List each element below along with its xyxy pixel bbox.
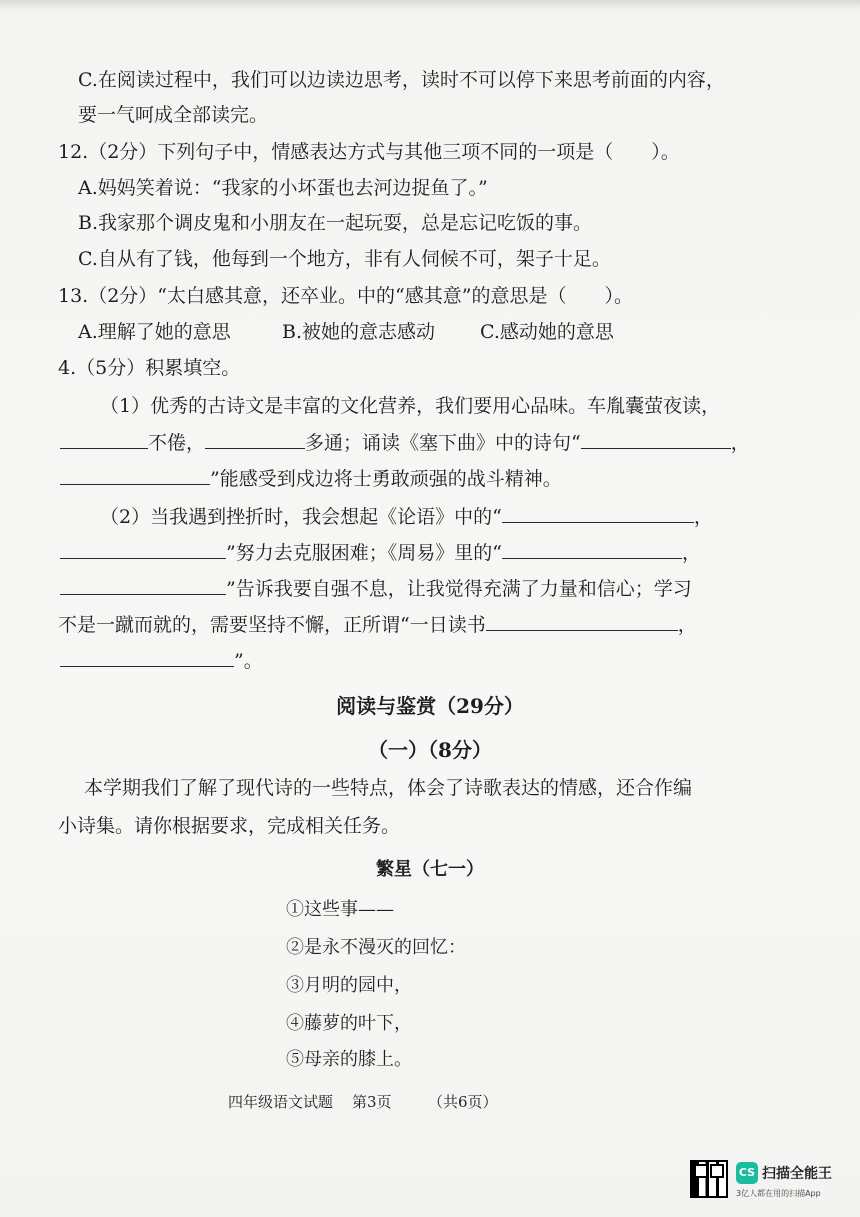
q14-part2-row4	[58, 612, 697, 637]
q14-text: ”告诉我要自强不息，让我觉得充满了力量和信心；学习	[226, 578, 692, 600]
section-subtitle: （一）（8分）	[368, 738, 492, 762]
footer-total: （共6页）	[428, 1093, 498, 1111]
q14-text: 不是一蹴而就的，需要坚持不懈，正所谓“一日读书	[58, 614, 486, 636]
q14-text: ”。	[234, 650, 263, 672]
answer-blank[interactable]	[486, 612, 678, 631]
answer-blank[interactable]	[60, 540, 226, 559]
question-14: 4.（5分）积累填空。	[58, 357, 241, 379]
answer-blank[interactable]	[205, 430, 305, 449]
poem-line-4: ④藤萝的叶下，	[286, 1013, 412, 1034]
question-12: 12.（2分）下列句子中，情感表达方式与其他三项不同的一项是（ ）。	[58, 141, 680, 163]
q13-option-b: B.被她的意志感动	[282, 321, 436, 343]
q14-text: ”能感受到戍边将士勇敢顽强的战斗精神。	[210, 468, 562, 490]
q13-option-c: C.感动她的意思	[480, 321, 614, 343]
answer-blank[interactable]	[502, 504, 694, 523]
q14-text: 不倦，	[148, 432, 206, 454]
section-intro-line2: 小诗集。请你根据要求，完成相关任务。	[58, 815, 401, 837]
q14-part1-row3	[60, 466, 562, 491]
answer-blank[interactable]	[60, 466, 210, 485]
q14-text: ”努力去克服困难；《周易》里的“	[226, 542, 502, 564]
q14-text: ，	[730, 432, 750, 454]
footer-page: 第3页	[352, 1093, 392, 1111]
scanner-watermark	[690, 1160, 850, 1210]
answer-blank[interactable]	[502, 540, 682, 559]
q14-part2-row1	[100, 504, 713, 529]
scan-edge	[0, 0, 860, 10]
q14-text: ，	[693, 506, 713, 528]
q14-part2-row3	[60, 576, 692, 601]
q14-part1-intro: （1）优秀的古诗文是丰富的文化营养，我们要用心品味。车胤囊萤夜读，	[100, 395, 721, 417]
answer-blank[interactable]	[60, 576, 226, 595]
poem-line-2: ②是永不漫灭的回忆：	[286, 937, 466, 958]
q14-text: ，	[681, 542, 701, 564]
q14-part2-row5	[60, 648, 263, 673]
poem-line-3: ③月明的园中，	[286, 975, 412, 996]
q12-option-c: C.自从有了钱，他每到一个地方，非有人伺候不可，架子十足。	[78, 248, 611, 270]
q14-part1-row2	[60, 430, 750, 455]
q11-option-c-line2: 要一气呵成全部读完。	[78, 104, 269, 126]
poem-line-1: ①这些事——	[286, 899, 394, 920]
section-intro-line1: 本学期我们了解了现代诗的一些特点，体会了诗歌表达的情感，还合作编	[84, 777, 693, 799]
q14-text: ，	[677, 614, 697, 636]
q12-option-b: B.我家那个调皮鬼和小朋友在一起玩耍，总是忘记吃饭的事。	[78, 212, 593, 234]
footer-subject: 四年级语文试题	[228, 1093, 334, 1111]
watermark-tagline: 3亿人都在用的扫描App	[736, 1189, 821, 1198]
watermark-app-name: 扫描全能王	[762, 1166, 832, 1182]
camscanner-logo-icon: CS	[736, 1162, 758, 1184]
answer-blank[interactable]	[60, 648, 234, 667]
qr-code-icon	[690, 1160, 728, 1198]
q12-option-a: A.妈妈笑着说：“我家的小坏蛋也去河边捉鱼了。”	[78, 177, 488, 199]
q11-option-c-line1: C.在阅读过程中，我们可以边读边思考，读时不可以停下来思考前面的内容，	[78, 69, 725, 91]
section-title: 阅读与鉴赏（29分）	[336, 694, 524, 718]
q14-text: （2）当我遇到挫折时，我会想起《论语》中的“	[100, 506, 502, 528]
poem-title: 繁星（七一）	[376, 859, 484, 880]
question-13: 13.（2分）“太白感其意，还卒业。中的“感其意”的意思是（ ）。	[58, 285, 633, 307]
poem-line-5: ⑤母亲的膝上。	[286, 1049, 412, 1070]
answer-blank[interactable]	[60, 430, 148, 449]
answer-blank[interactable]	[581, 430, 731, 449]
q14-part2-row2	[60, 540, 701, 565]
q14-text: 多通；诵读《塞下曲》中的诗句“	[305, 432, 581, 454]
q13-option-a: A.理解了她的意思	[78, 321, 231, 343]
